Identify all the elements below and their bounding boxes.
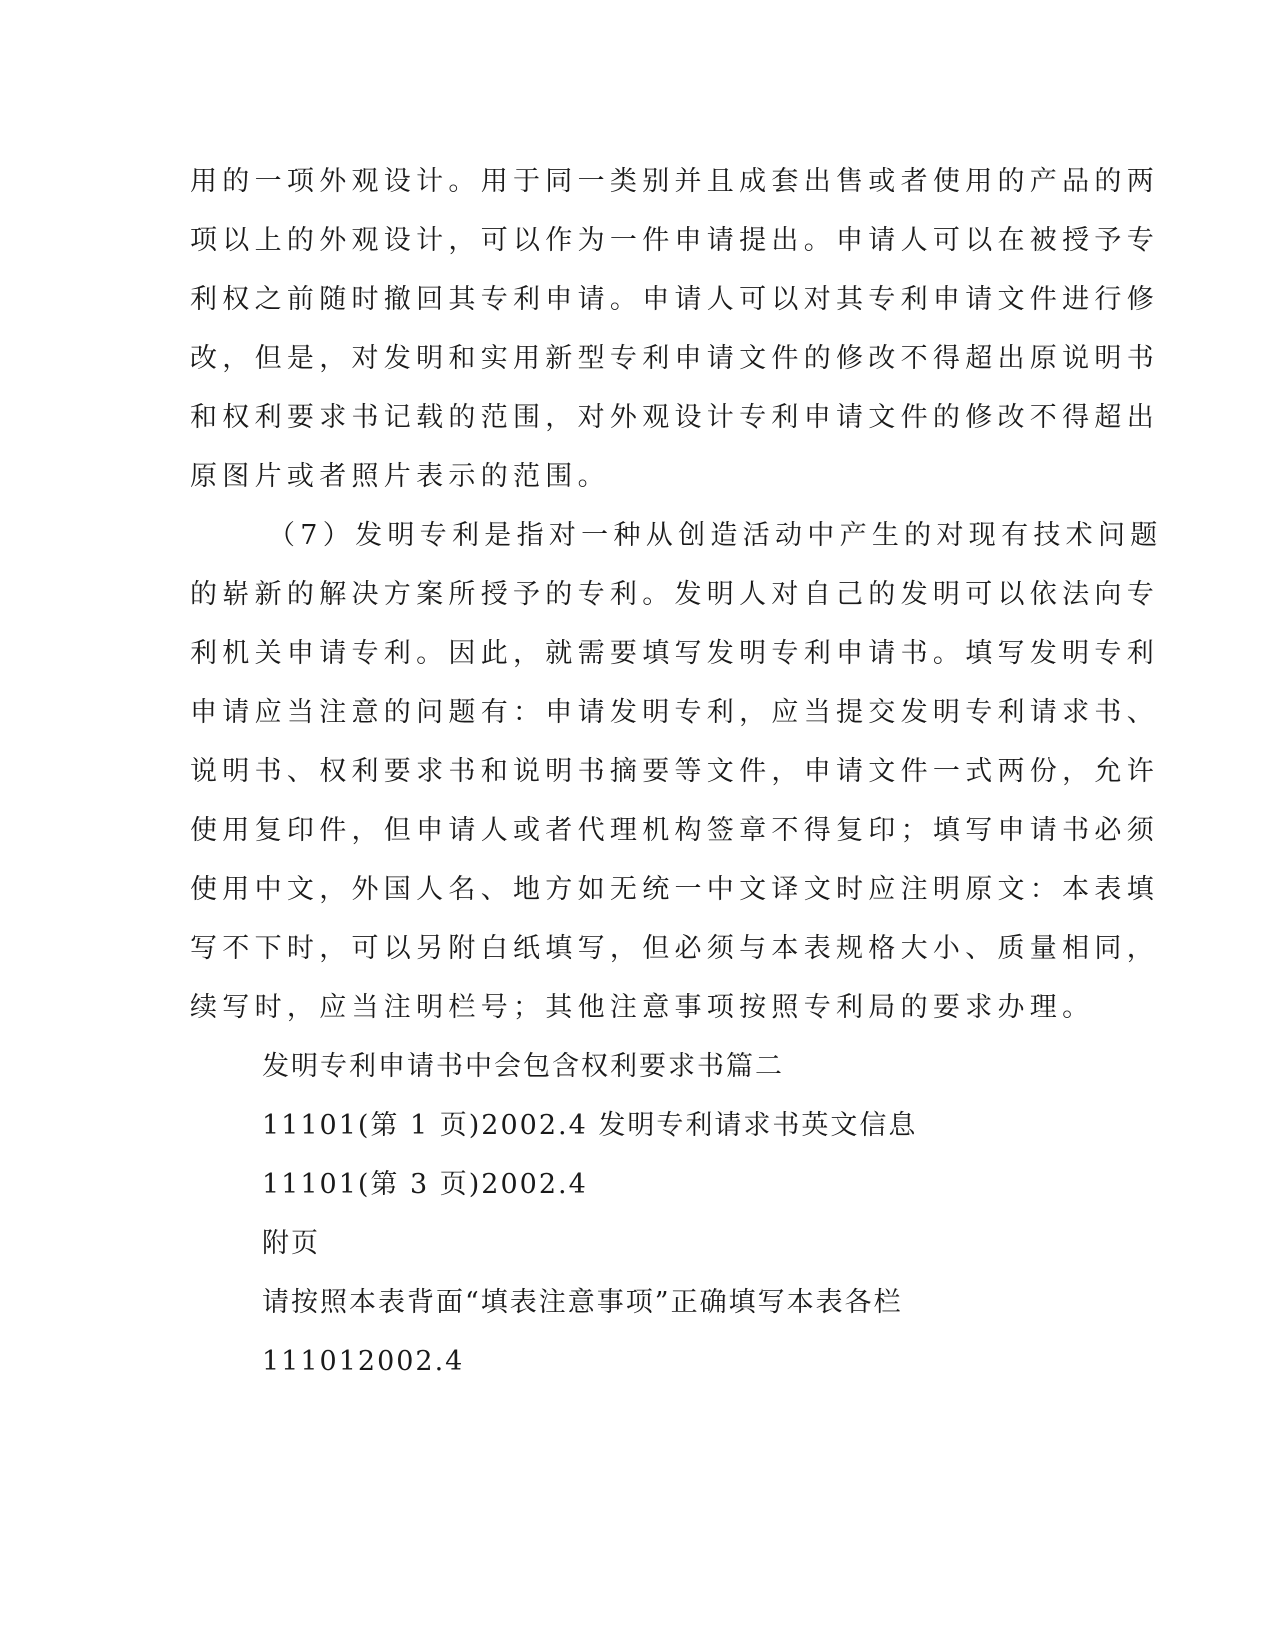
text-line: 使用中文，外国人名、地方如无统一中文译文时应注明原文：本表填 xyxy=(190,874,1159,905)
text-line: 项以上的外观设计，可以作为一件申请提出。申请人可以在被授予专 xyxy=(190,225,1159,256)
form-item: 111012002.4 xyxy=(262,1346,465,1377)
text-line: 改，但是，对发明和实用新型专利申请文件的修改不得超出原说明书 xyxy=(190,343,1159,374)
form-item: 附页 xyxy=(262,1228,320,1259)
form-item: 请按照本表背面“填表注意事项”正确填写本表各栏 xyxy=(262,1287,903,1318)
paragraph-7-first-line: （7）发明专利是指对一种从创造活动中产生的对现有技术问题 xyxy=(268,520,1163,551)
text-line: 申请应当注意的问题有：申请发明专利，应当提交发明专利请求书、 xyxy=(190,697,1159,728)
section-title: 发明专利申请书中会包含权利要求书篇二 xyxy=(262,1051,784,1082)
text-line: 利机关申请专利。因此，就需要填写发明专利申请书。填写发明专利 xyxy=(190,638,1159,669)
text-line: 续写时，应当注明栏号；其他注意事项按照专利局的要求办理。 xyxy=(190,992,1095,1023)
form-item: 11101(第 3 页)2002.4 xyxy=(262,1169,588,1200)
text-line: 和权利要求书记载的范围，对外观设计专利申请文件的修改不得超出 xyxy=(190,402,1159,433)
text-line: 的崭新的解决方案所授予的专利。发明人对自己的发明可以依法向专 xyxy=(190,579,1159,610)
form-item: 11101(第 1 页)2002.4 发明专利请求书英文信息 xyxy=(262,1110,918,1141)
text-line: 写不下时，可以另附白纸填写，但必须与本表规格大小、质量相同， xyxy=(190,933,1159,964)
text-line: 利权之前随时撤回其专利申请。申请人可以对其专利申请文件进行修 xyxy=(190,284,1159,315)
text-line: 说明书、权利要求书和说明书摘要等文件，申请文件一式两份，允许 xyxy=(190,756,1159,787)
text-line: 使用复印件，但申请人或者代理机构签章不得复印；填写申请书必须 xyxy=(190,815,1159,846)
text-line: 用的一项外观设计。用于同一类别并且成套出售或者使用的产品的两 xyxy=(190,166,1159,197)
text-line: 原图片或者照片表示的范围。 xyxy=(190,461,610,492)
